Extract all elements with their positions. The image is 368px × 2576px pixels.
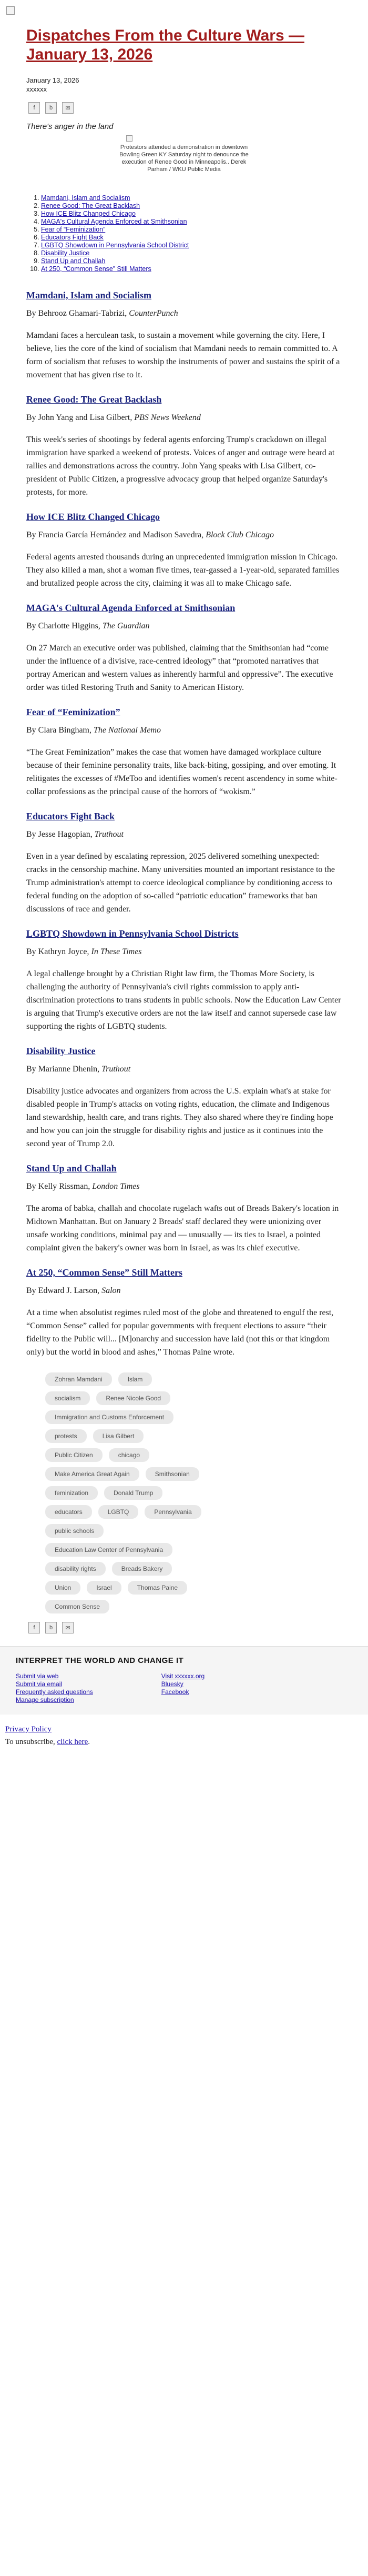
toc-link[interactable]: Fear of “Feminization” [41,226,106,233]
share-row-bottom [28,1622,342,1633]
article-mamdani [26,289,342,382]
toc-item [41,257,342,265]
toc-item [41,226,342,234]
article-summary: “The Great Feminization” makes the case that women have damaged workplace culture because of their feminine personality traits, like back-biting, gossiping, and over emoting. It relitigates the excesses of #MeToo and identifies women's recent ascendency in some white-collar professions as the principal cause of the horrors of “wokism.” [26,748,338,796]
toc-item [41,242,342,249]
article-smithsonian [26,602,342,694]
article-renee-good [26,393,342,499]
tag[interactable]: feminization [45,1486,98,1500]
hero-image [126,135,132,142]
share-facebook-icon[interactable]: f [28,102,40,114]
byline-authors: By Marianne Dhenin, [26,1065,102,1074]
tag[interactable]: Breads Bakery [112,1562,172,1576]
recipient-name: xxxxxx [26,85,47,93]
article-byline [26,829,342,840]
toc-link[interactable]: Mamdani, Islam and Socialism [41,194,130,202]
tag-row [45,1429,342,1443]
tag[interactable]: socialism [45,1391,90,1405]
tag[interactable]: Lisa Gilbert [93,1429,144,1443]
visit-site-link[interactable]: Visit xxxxxx.org [161,1672,205,1680]
tag[interactable]: Make America Great Again [45,1467,139,1481]
article-summary: Disability justice advocates and organizers from across the U.S. explain what's at stake for disabled people in Trump's attacks on voting rights, education, the climate and Indigenous land stewardship, health care, and trans rights. They also shared where they're finding hope and how you can join the struggle for disability rights and justice as it continues into the second year of Trump 2.0. [26,1087,333,1148]
tag[interactable]: Renee Nicole Good [96,1391,170,1405]
toc-link[interactable]: Disability Justice [41,249,90,257]
toc-item [41,202,342,210]
tag[interactable]: Pennsylvania [145,1505,201,1519]
share-email-icon[interactable]: ✉ [62,1622,74,1633]
hero-figure [116,135,252,173]
toc-item [41,218,342,226]
byline-authors: By Jesse Hagopian, [26,830,95,839]
byline-source: London Times [92,1182,140,1191]
share-bluesky-icon[interactable]: b [45,102,57,114]
tag[interactable]: Smithsonian [146,1467,199,1481]
tag-row [45,1391,342,1405]
toc-link[interactable]: At 250, “Common Sense” Still Matters [41,265,151,273]
byline-authors: By Francia García Hernández and Madison Savedra, [26,530,206,539]
article-title-link[interactable]: Mamdani, Islam and Socialism [26,290,152,300]
share-email-icon[interactable]: ✉ [62,102,74,114]
article-summary: The aroma of babka, challah and chocolate rugelach wafts out of Breads Bakery's location in Midtown Manhattan. But on January 2 Breads' staff declared they were unionizing over unsafe working conditions, minimal pay and — unusually — its ties to Israel, a pointed complaint given the bakery's owner was born in Israel, as was its chief executive. [26,1204,339,1252]
article-byline [26,308,342,319]
article-feminization [26,706,342,798]
article-educators [26,810,342,916]
byline-source: The National Memo [93,726,161,735]
byline-authors: By Charlotte Higgins, [26,622,103,630]
toc-link[interactable]: Stand Up and Challah [41,257,106,265]
article-title [26,1045,342,1057]
tag[interactable]: disability rights [45,1562,106,1576]
article-summary: Federal agents arrested thousands during an unprecedented immigration mission in Chicago. They also killed a man, shot a woman five times, tear-gassed a 1-year-old, separated families and brutalized people across the city, claiming it was all to make Chicago safe. [26,553,340,588]
article-title [26,602,342,614]
unsubscribe-text: To unsubscribe, [5,1738,57,1746]
tag-row [45,1448,342,1462]
manage-subscription-link[interactable]: Manage subscription [16,1696,74,1703]
article-title-link[interactable]: At 250, “Common Sense” Still Matters [26,1267,182,1278]
bottom-links [0,1715,368,1755]
toc-link[interactable]: MAGA's Cultural Agenda Enforced at Smithsonian [41,218,187,225]
article-title [26,289,342,302]
tag-row [45,1600,342,1613]
tag[interactable]: Common Sense [45,1600,109,1613]
tag[interactable]: chicago [109,1448,149,1462]
article-title-link[interactable]: Disability Justice [26,1046,96,1056]
byline-source: Truthout [101,1065,131,1074]
faq-link[interactable]: Frequently asked questions [16,1688,93,1696]
tag-row [45,1505,342,1519]
byline-authors: By Behrooz Ghamari-Tabrizi, [26,309,129,318]
footer-left-column [16,1672,93,1704]
tag[interactable]: Israel [87,1581,121,1595]
article-disability-justice [26,1045,342,1150]
tag[interactable]: Zohran Mamdani [45,1372,112,1386]
footer-columns [16,1672,352,1704]
table-of-contents [26,194,342,273]
byline-source: Salon [101,1286,121,1295]
article-summary: This week's series of shootings by federal agents enforcing Trump's crackdown on illegal immigration have sparked a weekend of protests. Voices of anger and outrage were heard at rallies and demonstrations across the country. John Yang speaks with Lisa Gilbert, co-president of Public Citizen, a progressive advocacy group that helped organize Saturday's protests, for more. [26,435,335,497]
byline-authors: By Edward J. Larson, [26,1286,102,1295]
bluesky-link[interactable]: Bluesky [161,1680,183,1688]
article-byline [26,620,342,632]
toc-item [41,210,342,218]
article-byline [26,1181,342,1192]
tag-row [45,1581,342,1595]
article-byline [26,529,342,541]
tag[interactable]: Immigration and Customs Enforcement [45,1410,173,1424]
article-common-sense [26,1266,342,1359]
tag-row [45,1543,342,1557]
unsubscribe-link[interactable]: click here [57,1738,88,1746]
article-title-link[interactable]: Renee Good: The Great Backlash [26,394,162,405]
byline-source: CounterPunch [129,309,178,318]
toc-link[interactable]: Renee Good: The Great Backlash [41,202,140,209]
tag[interactable]: Education Law Center of Pennsylvania [45,1543,172,1557]
byline-source: Block Club Chicago [206,530,274,539]
submit-email-link[interactable]: Submit via email [16,1680,63,1688]
tag-row [45,1410,342,1424]
tag[interactable]: Donald Trump [104,1486,162,1500]
privacy-policy-link[interactable]: Privacy Policy [5,1725,52,1733]
toc-link[interactable]: LGBTQ Showdown in Pennsylvania School District [41,242,189,249]
byline-source: In These Times [91,947,142,956]
issue-date: January 13, 2026 [26,76,79,84]
article-ice-chicago [26,510,342,590]
logo-image [6,6,15,15]
article-title [26,1162,342,1175]
toc-item [41,194,342,202]
share-bluesky-icon[interactable]: b [45,1622,57,1633]
byline-authors: By Kathryn Joyce, [26,947,91,956]
article-summary: At a time when absolutist regimes ruled most of the globe and threatened to engulf the rest, “Common Sense” called for popular governments with frequent elections to assure “their fidelity to the Public will... [M]onarchy and succession have laid (not this or that kingdom only) but the world in blood and ashes,” Thomas Paine wrote. [26,1308,334,1357]
hero-caption: Protestors attended a demonstration in downtown Bowling Green KY Saturday night to denounce the execution of Renee Good in Minneapolis.. Derek Parham / WKU Public Media [119,144,249,173]
article-title-link[interactable]: Stand Up and Challah [26,1163,117,1174]
tag[interactable]: educators [45,1505,92,1519]
article-summary: Even in a year defined by escalating repression, 2025 delivered something unexpected: cracks in the censorship machine. Many universities mounted an important resistance to the Trump administration's attempt to coerce ideological compliance by conditioning access to federal funding on the adoption of so-called “patriotic education” frameworks that ban discussions of race and gender. [26,852,335,914]
newsletter-title[interactable]: Dispatches From the Culture Wars — January 13, 2026 [26,27,304,63]
article-title [26,1266,342,1279]
tag[interactable]: public schools [45,1524,104,1538]
article-title [26,706,342,718]
toc-link[interactable]: How ICE Blitz Changed Chicago [41,210,136,217]
article-summary: On 27 March an executive order was published, claiming that the Smithsonian had “come under the influence of a divisive, race-centred ideology” that “promoted narratives that portray American and western values as inherently harmful and oppressive”. The executive order was titled Restoring Truth and Sanity to American History. [26,644,333,692]
byline-source: Truthout [94,830,124,839]
article-byline [26,1285,342,1297]
byline-authors: By Clara Bingham, [26,726,94,735]
tag[interactable]: Public Citizen [45,1448,103,1462]
article-title-link[interactable]: Fear of “Feminization” [26,707,120,717]
article-title-link[interactable]: How ICE Blitz Changed Chicago [26,512,160,522]
article-byline [26,946,342,958]
unsubscribe-line [5,1736,363,1748]
tag-row [45,1467,342,1481]
tag-row [45,1486,342,1500]
article-title [26,927,342,940]
tag-list [26,1372,342,1613]
article-title [26,510,342,523]
facebook-link[interactable]: Facebook [161,1688,189,1696]
article-summary: Mamdani faces a herculean task, to sustain a movement while governing the city. Here, I believe, lies the core of the kind of socialism that Mamdani needs to remain committed to. A form of socialism that refuses to worship the instruments of power and sustains the spirit of a movement that has given rise to it. [26,331,340,379]
article-title [26,393,342,406]
article-title [26,810,342,823]
share-row-top [28,102,342,114]
article-title-link[interactable]: Educators Fight Back [26,811,115,821]
footer-right-column [161,1672,205,1704]
toc-item [41,234,342,242]
tag[interactable]: Islam [118,1372,152,1386]
byline-authors: By Kelly Rissman, [26,1182,93,1191]
unsubscribe-period: . [88,1738,90,1746]
newsletter-subtitle: There's anger in the land [26,122,114,131]
footer-heading: INTERPRET THE WORLD AND CHANGE IT [16,1656,184,1665]
article-title-link[interactable]: MAGA's Cultural Agenda Enforced at Smithsonian [26,603,236,613]
article-lgbtq-pennsylvania [26,927,342,1033]
article-challah [26,1162,342,1255]
footer [0,1646,368,1715]
article-summary: A legal challenge brought by a Christian Right law firm, the Thomas More Society, is challenging the authority of Pennsylvania's civil rights commission to apply anti-discrimination protections to trans students in public schools. Now the Education Law Center is arguing that Trump's executive orders are not the law itself and cannot supersede case law supporting the rights of LGBTQ students. [26,969,341,1031]
article-title-link[interactable]: LGBTQ Showdown in Pennsylvania School Districts [26,928,239,939]
article-byline [26,412,342,424]
byline-authors: By John Yang and Lisa Gilbert, [26,413,135,422]
tag[interactable]: Union [45,1581,80,1595]
submit-web-link[interactable]: Submit via web [16,1672,59,1680]
toc-item [41,249,342,257]
tag[interactable]: Thomas Paine [128,1581,187,1595]
article-byline [26,725,342,736]
tag[interactable]: LGBTQ [98,1505,139,1519]
tag-row [45,1524,342,1538]
toc-link[interactable]: Educators Fight Back [41,234,104,241]
tag-row [45,1372,342,1386]
tag-row [45,1562,342,1576]
article-byline [26,1064,342,1075]
byline-source: The Guardian [102,622,150,630]
tag[interactable]: protests [45,1429,87,1443]
newsletter-body [26,26,342,1633]
byline-source: PBS News Weekend [134,413,201,422]
share-facebook-icon[interactable]: f [28,1622,40,1633]
toc-item [41,265,342,273]
